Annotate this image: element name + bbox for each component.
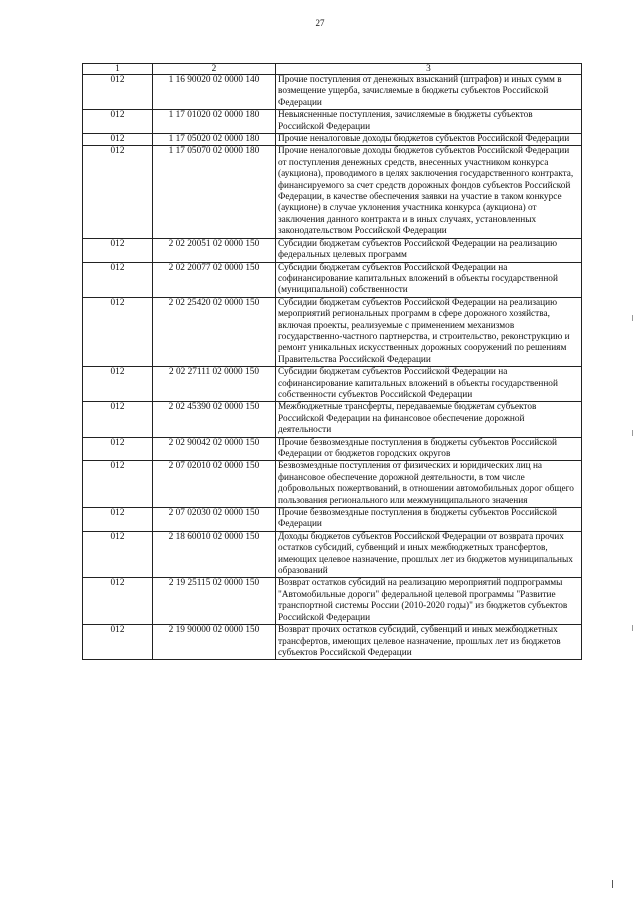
admin-code-cell: 012 (83, 297, 153, 366)
description-cell: Возврат остатков субсидий на реализацию мероприятий подпрограммы "Автомобильные дороги" федеральной целевой программы "Развитие транспортной системы России (2010-2020 годы)" из бюджетов субъектов Российской Федерации (276, 578, 582, 625)
column-header-1: 1 (83, 64, 153, 75)
budget-code-cell: 1 17 05070 02 0000 180 (153, 146, 276, 238)
admin-code-cell: 012 (83, 531, 153, 578)
table-header-row (83, 64, 582, 75)
budget-code-cell: 2 02 45390 02 0000 150 (153, 402, 276, 437)
budget-code-cell: 1 16 90020 02 0000 140 (153, 75, 276, 110)
admin-code-cell: 012 (83, 262, 153, 297)
admin-code-cell: 012 (83, 578, 153, 625)
budget-code-cell: 2 07 02030 02 0000 150 (153, 508, 276, 532)
table-row (83, 262, 582, 297)
table-row (83, 75, 582, 110)
budget-code-cell: 2 02 25420 02 0000 150 (153, 297, 276, 366)
admin-code-cell: 012 (83, 238, 153, 262)
budget-code-cell: 1 17 01020 02 0000 180 (153, 110, 276, 134)
scan-corner-mark (612, 880, 613, 888)
admin-code-cell: 012 (83, 508, 153, 532)
budget-code-cell: 2 19 25115 02 0000 150 (153, 578, 276, 625)
budget-code-cell: 2 07 02010 02 0000 150 (153, 461, 276, 508)
table-row (83, 134, 582, 146)
budget-code-cell: 2 02 20051 02 0000 150 (153, 238, 276, 262)
description-cell: Субсидии бюджетам субъектов Российской Федерации на софинансирование капитальных вложений в объекты государственной собственности субъектов Российской Федерации (276, 367, 582, 402)
description-cell: Безвозмездные поступления от физических и юридических лиц на финансовое обеспечение дорожной деятельности, в том числе добровольных пожертвований, в отношении автомобильных дорог общего пользования регионального или межмуниципального значения (276, 461, 582, 508)
page-number: 27 (315, 18, 325, 28)
table-row (83, 238, 582, 262)
table-row (83, 146, 582, 238)
description-cell: Доходы бюджетов субъектов Российской Федерации от возврата прочих остатков субсидий, субвенций и иных межбюджетных трансфертов, имеющих целевое назначение, прошлых лет из бюджетов муниципальных образований (276, 531, 582, 578)
admin-code-cell: 012 (83, 110, 153, 134)
column-header-3: 3 (276, 64, 582, 75)
budget-code-cell: 2 02 20077 02 0000 150 (153, 262, 276, 297)
scan-edge-mark (632, 430, 633, 436)
description-cell: Возврат прочих остатков субсидий, субвенций и иных межбюджетных трансфертов, имеющих целевое назначение, прошлых лет из бюджетов субъектов Российской Федерации (276, 625, 582, 660)
table-row (83, 531, 582, 578)
table-row (83, 402, 582, 437)
description-cell: Субсидии бюджетам субъектов Российской Федерации на реализацию федеральных целевых программ (276, 238, 582, 262)
description-cell: Прочие неналоговые доходы бюджетов субъектов Российской Федерации (276, 134, 582, 146)
budget-code-cell: 2 19 90000 02 0000 150 (153, 625, 276, 660)
budget-code-cell: 2 02 27111 02 0000 150 (153, 367, 276, 402)
column-header-2: 2 (153, 64, 276, 75)
budget-code-cell: 2 02 90042 02 0000 150 (153, 437, 276, 461)
revenue-codes-table (82, 63, 582, 660)
table-row (83, 578, 582, 625)
admin-code-cell: 012 (83, 367, 153, 402)
admin-code-cell: 012 (83, 437, 153, 461)
description-cell: Субсидии бюджетам субъектов Российской Федерации на софинансирование капитальных вложений в объекты государственной (муниципальной) собственности (276, 262, 582, 297)
table-row (83, 297, 582, 366)
scan-edge-mark (632, 315, 633, 321)
table-row (83, 461, 582, 508)
admin-code-cell: 012 (83, 402, 153, 437)
scan-edge-mark (632, 625, 633, 631)
description-cell: Прочие безвозмездные поступления в бюджеты субъектов Российской Федерации (276, 508, 582, 532)
budget-code-cell: 1 17 05020 02 0000 180 (153, 134, 276, 146)
description-cell: Прочие неналоговые доходы бюджетов субъектов Российской Федерации от поступления денежных средств, внесенных участником конкурса (аукциона), проводимого в целях заключения государственного контракта, финансируемого за счет средств дорожных фондов субъектов Российской Федерации, в качестве обеспечения заявки на участие в таком конкурсе (аукционе) в случае уклонения участника конкурса (аукциона) от заключения данного контракта и в иных случаях, установленных законодательством Российской Федерации (276, 146, 582, 238)
table-row (83, 437, 582, 461)
table-row (83, 625, 582, 660)
admin-code-cell: 012 (83, 625, 153, 660)
table-row (83, 110, 582, 134)
table-row (83, 367, 582, 402)
description-cell: Субсидии бюджетам субъектов Российской Федерации на реализацию мероприятий региональных программ в сфере дорожного хозяйства, включая проекты, реализуемые с применением механизмов государственно-частного партнерства, и строительство, реконструкцию и ремонт уникальных искусственных дорожных сооружений по решениям Правительства Российской Федерации (276, 297, 582, 366)
table-row (83, 508, 582, 532)
description-cell: Невыясненные поступления, зачисляемые в бюджеты субъектов Российской Федерации (276, 110, 582, 134)
description-cell: Прочие безвозмездные поступления в бюджеты субъектов Российской Федерации от бюджетов городских округов (276, 437, 582, 461)
budget-code-cell: 2 18 60010 02 0000 150 (153, 531, 276, 578)
admin-code-cell: 012 (83, 75, 153, 110)
description-cell: Межбюджетные трансферты, передаваемые бюджетам субъектов Российской Федерации на финансовое обеспечение дорожной деятельности (276, 402, 582, 437)
admin-code-cell: 012 (83, 461, 153, 508)
admin-code-cell: 012 (83, 134, 153, 146)
description-cell: Прочие поступления от денежных взысканий (штрафов) и иных сумм в возмещение ущерба, зачисляемые в бюджеты субъектов Российской Федерации (276, 75, 582, 110)
admin-code-cell: 012 (83, 146, 153, 238)
